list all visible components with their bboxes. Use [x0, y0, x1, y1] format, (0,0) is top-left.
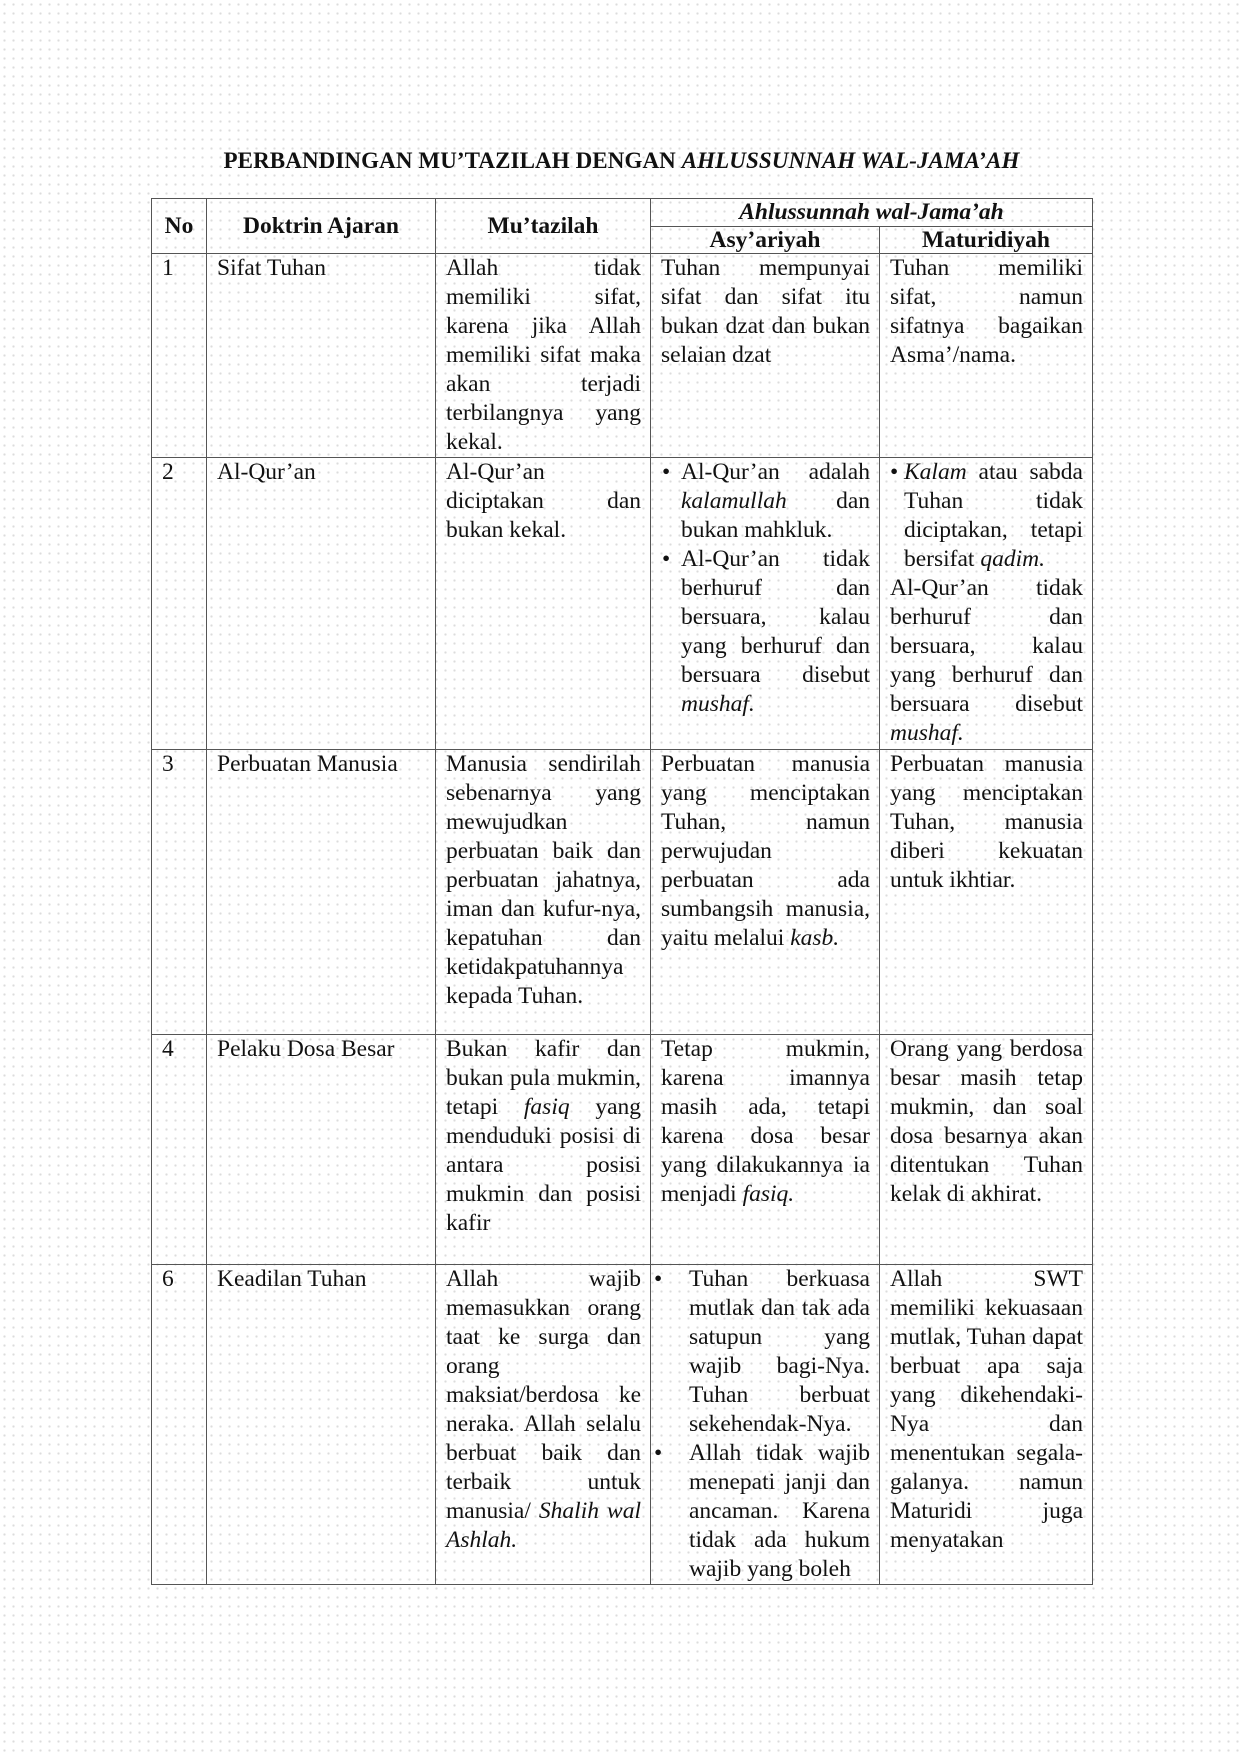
table-header [152, 199, 1093, 254]
bullet-icon: • [890, 459, 899, 485]
row-number: 4 [152, 1035, 207, 1265]
row-number: 2 [152, 458, 207, 750]
asyariyah-cell: Perbuatan manusia yang menciptakan Tuhan, namun perwujudan perbuatan ada sumbangsih manusia, yaitu melalui kasb. [651, 750, 880, 1035]
mutazilah-cell: Manusia sendirilah sebenarnya yang mewujudkan perbuatan baik dan perbuatan jahatnya, iman dan kufur-nya, kepatuhan dan ketidakpatuhannya kepada Tuhan. [436, 750, 651, 1035]
maturidiyah-cell: Orang yang berdosa besar masih tetap mukmin, dan soal dosa besarnya akan ditentukan Tuhan kelak di akhirat. [880, 1035, 1093, 1265]
table-row [152, 254, 1093, 458]
doktrin-cell: Sifat Tuhan [207, 254, 436, 458]
row-number: 3 [152, 750, 207, 1035]
list-item: • Tuhan berkuasa mutlak dan tak ada satupun yang wajib bagi-Nya. Tuhan berbuat sekehendak-Nya. [654, 1266, 870, 1437]
title-plain: PERBANDINGAN MU’TAZILAH DENGAN [223, 148, 682, 173]
mutazilah-cell: Bukan kafir dan bukan pula mukmin, tetapi fasiq yang menduduki posisi di antara posisi mukmin dan posisi kafir [436, 1035, 651, 1265]
asyariyah-cell [651, 1265, 880, 1585]
bullet-icon: • [662, 459, 671, 485]
doktrin-cell: Perbuatan Manusia [207, 750, 436, 1035]
list-item: • Kalam atau sabda Tuhan tidak diciptakan, tetapi bersifat qadim. [890, 459, 1083, 572]
list-item: • Allah tidak wajib menepati janji dan ancaman. Karena tidak ada hukum wajib yang boleh [654, 1440, 870, 1582]
table-row [152, 458, 1093, 750]
header-ahlussunnah: Ahlussunnah wal-Jama’ah [651, 199, 1093, 227]
table-row [152, 1265, 1093, 1585]
table-row [152, 750, 1093, 1035]
document-page [151, 146, 1092, 1585]
doktrin-cell: Pelaku Dosa Besar [207, 1035, 436, 1265]
maturidiyah-paragraph: Al-Qur’an tidak berhuruf dan bersuara, kalau yang berhuruf dan bersuara disebut mushaf. [890, 575, 1083, 746]
page-title [151, 146, 1092, 176]
title-italic: AHLUSSUNNAH WAL-JAMA’AH [681, 148, 1020, 173]
asyariyah-cell: Tuhan mempunyai sifat dan sifat itu bukan dzat dan bukan selaian dzat [651, 254, 880, 458]
header-row [152, 199, 1093, 227]
mutazilah-cell: Allah wajib memasukkan orang taat ke surga dan orang maksiat/berdosa ke neraka. Allah selalu berbuat baik dan terbaik untuk manusia/ Shalih wal Ashlah. [436, 1265, 651, 1585]
asyariyah-bullet-list [654, 1265, 870, 1584]
maturidiyah-cell: Perbuatan manusia yang menciptakan Tuhan, manusia diberi kekuatan untuk ikhtiar. [880, 750, 1093, 1035]
header-asyariyah: Asy’ariyah [651, 227, 880, 254]
bullet-icon: • [654, 1440, 663, 1466]
table-row [152, 1035, 1093, 1265]
row-number: 1 [152, 254, 207, 458]
maturidiyah-cell: Tuhan memiliki sifat, namun sifatnya bagaikan Asma’/nama. [880, 254, 1093, 458]
list-item: • Al-Qur’an adalah kalamullah dan bukan mahkluk. [662, 459, 870, 543]
doktrin-cell: Al-Qur’an [207, 458, 436, 750]
header-no: No [152, 199, 207, 254]
row-number: 6 [152, 1265, 207, 1585]
bullet-icon: • [662, 546, 671, 572]
asyariyah-bullet-list [661, 458, 870, 719]
asyariyah-cell [651, 458, 880, 750]
list-item: • Al-Qur’an tidak berhuruf dan bersuara, kalau yang berhuruf dan bersuara disebut mushaf. [662, 546, 870, 717]
header-mutazilah: Mu’tazilah [436, 199, 651, 254]
asyariyah-cell: Tetap mukmin, karena imannya masih ada, tetapi karena dosa besar yang dilakukannya ia menjadi fasiq. [651, 1035, 880, 1265]
maturidiyah-bullet-list [890, 458, 1083, 574]
doktrin-cell: Keadilan Tuhan [207, 1265, 436, 1585]
maturidiyah-cell [880, 458, 1093, 750]
bullet-icon: • [654, 1266, 663, 1292]
mutazilah-cell: Al-Qur’an diciptakan dan bukan kekal. [436, 458, 651, 750]
comparison-table [151, 198, 1093, 1585]
maturidiyah-cell: Allah SWT memiliki kekuasaan mutlak, Tuhan dapat berbuat apa saja yang dikehendaki-Nya dan menentukan segala-galanya. namun Maturidi juga menyatakan [880, 1265, 1093, 1585]
mutazilah-cell: Allah tidak memiliki sifat, karena jika Allah memiliki sifat maka akan terjadi terbilangnya yang kekal. [436, 254, 651, 458]
header-maturidiyah: Maturidiyah [880, 227, 1093, 254]
header-doktrin: Doktrin Ajaran [207, 199, 436, 254]
